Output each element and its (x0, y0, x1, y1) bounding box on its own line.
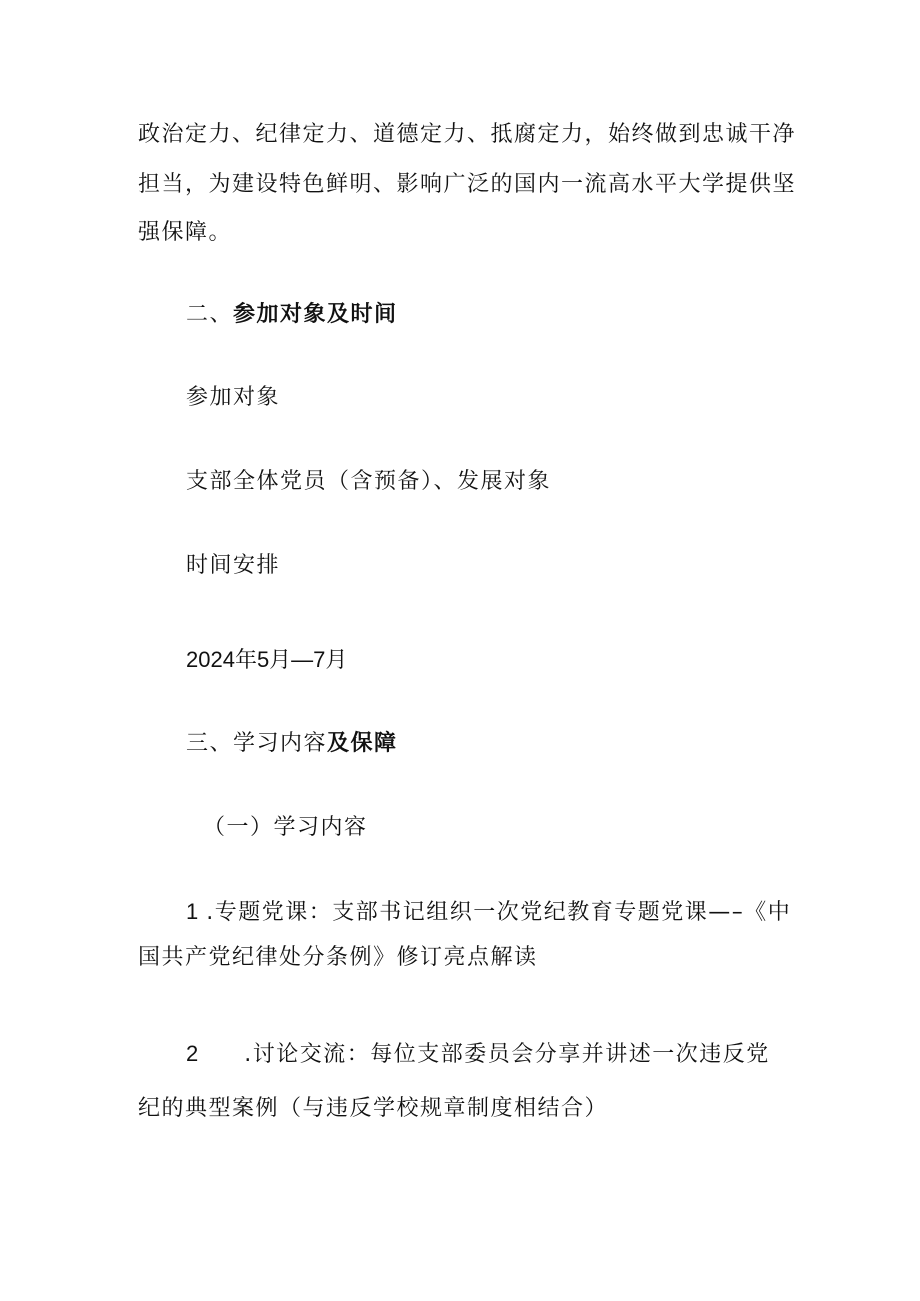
item2-line-1 (186, 1039, 770, 1070)
schedule-value: 2024年5月—7月 (186, 647, 348, 672)
item1-text-1: .专题党课：支部书记组织一次党纪教育专题党课—–《中 (206, 900, 792, 925)
item1-line-2: 国共产党纪律处分条例》修订亮点解读 (138, 945, 538, 970)
item2-number: 2 (186, 1041, 199, 1066)
section3-subheading: （一）学习内容 (203, 815, 368, 840)
section2-heading-prefix: 二、 (186, 302, 234, 327)
participants-value: 支部全体党员（含预备）、发展对象 (186, 469, 552, 494)
intro-line-2: 担当，为建设特色鲜明、影响广泛的国内一流高水平大学提供坚 (138, 172, 797, 197)
section3-heading (186, 729, 398, 759)
intro-line-1: 政治定力、纪律定力、道德定力、抵腐定力，始终做到忠诚干净 (138, 122, 797, 147)
intro-line-3: 强保障。 (138, 220, 233, 245)
item1-number: 1 (186, 899, 199, 924)
item2-text-1: .讨论交流：每位支部委员会分享并讲述一次违反党 (244, 1042, 770, 1067)
section2-heading-title: 参加对象及时间 (233, 302, 398, 327)
section3-heading-prefix: 三、学习内容 (186, 731, 328, 756)
section2-heading (186, 300, 398, 330)
item1-line-1 (186, 897, 791, 928)
item2-line-2: 纪的典型案例（与违反学校规章制度相结合） (138, 1096, 609, 1121)
section3-heading-title: 及保障 (327, 731, 398, 756)
schedule-label: 时间安排 (186, 553, 281, 578)
participants-label: 参加对象 (186, 385, 281, 410)
